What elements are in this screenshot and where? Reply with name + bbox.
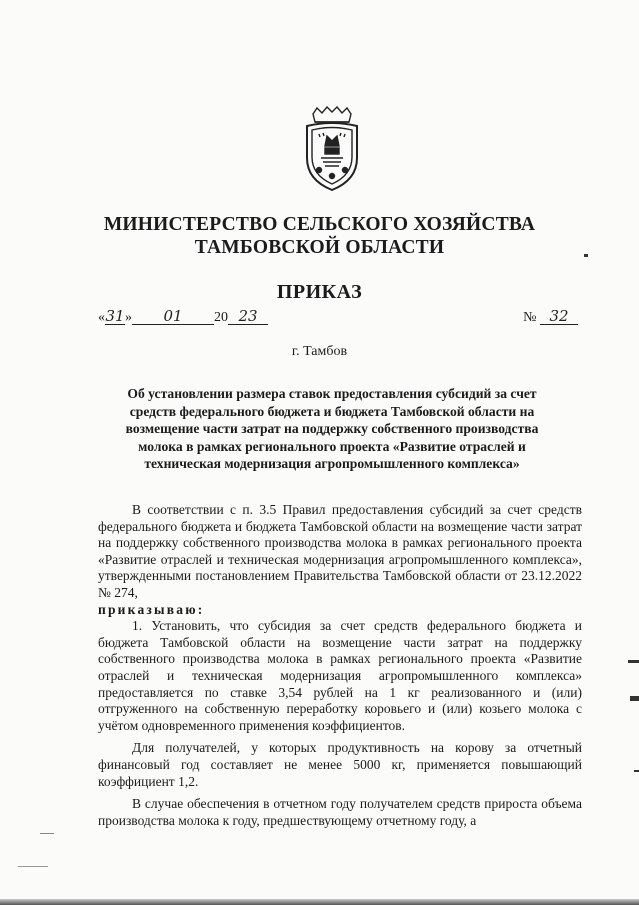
order-word [98,602,582,619]
scan-speck [584,254,588,257]
subject-line-4: молока в рамках регионального проекта «Развитие отраслей и [138,438,526,454]
paragraph-2: Для получателей, у которых продуктивность на корову за отчетный финансовый год составляет не менее 5000 кг, применяется повышающий коэффициент 1,2. [98,740,582,789]
ministry-line-1: МИНИСТЕРСТВО СЕЛЬСКОГО ХОЗЯЙСТВА [103,214,536,235]
scan-speck [40,833,54,834]
order-subject [100,385,564,473]
order-date [98,308,268,326]
scan-bottom-edge [0,899,639,905]
date-day: 31 [105,307,125,325]
paragraph-3: В случае обеспечения в отчетном году получателем средств прироста объема производства молока к году, предшествующему отчетному году, а [98,796,582,828]
order-number-value: 32 [540,308,578,325]
ministry-line-2: ТАМБОВСКОЙ ОБЛАСТИ [194,237,445,258]
order-title: ПРИКАЗ [276,281,363,303]
scan-edge-mark [630,696,639,701]
scan-speck [18,866,48,867]
scan-edge-mark [628,660,639,663]
order-word-text: приказываю: [98,601,205,617]
ministry-name [0,213,639,259]
order-body [98,502,582,829]
subject-line-5: техническая модернизация агропромышленного комплекса» [144,456,520,472]
order-number [523,308,578,326]
scan-edge-mark [634,770,639,772]
subject-line-3: возмещение части затрат на поддержку собственного производства [125,421,539,437]
quote-close: » [125,310,132,325]
date-year: 23 [228,308,268,325]
year-prefix: 20 [214,310,228,325]
city: г. Тамбов [291,344,348,359]
subject-line-2: средств федерального бюджета и бюджета Тамбовской области на [129,403,535,419]
date-number-line [98,304,578,332]
coat-of-arms-icon [299,106,365,194]
number-sign: № [523,310,537,325]
paragraph-1: 1. Установить, что субсидия за счет средств федерального бюджета и бюджета Тамбовской области на возмещение части затрат на поддержку собственного производства молока в рамках регионального проекта «Развитие отраслей и техническая модернизация агропромышленного комплекса» предоставляется по ставке 3,54 рублей на 1 кг реализованного и (или) отгруженного на собственную переработку коровьего и (или) козьего молока с учётом одновременного применения коэффициентов. [98,618,582,733]
date-month: 01 [132,308,214,325]
quote-open: « [98,310,105,325]
subject-line-1: Об установлении размера ставок предоставления субсидий за счет [127,386,537,401]
preamble-paragraph: В соответствии с п. 3.5 Правил предоставления субсидий за счет средств федерального бюджета и бюджета Тамбовской области на возмещение части затрат на поддержку собственного производства молока в рамках регионального проекта «Развитие отраслей и техническая модернизация агропромышленного комплекса», утвержденными постановлением Правительства Тамбовской области от 23.12.2022 № 274, [98,502,582,600]
